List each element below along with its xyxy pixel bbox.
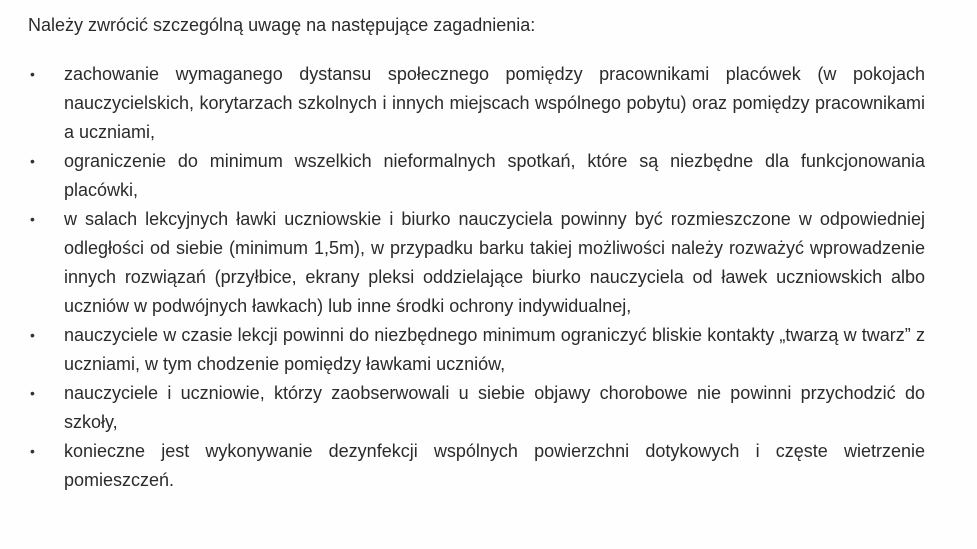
list-item: [28, 205, 925, 321]
list-item-text: nauczyciele w czasie lekcji powinni do niezbędnego minimum ograniczyć bliskie kontakty „twarzą w twarz” z uczniami, w tym chodzenie pomiędzy ławkami uczniów,: [64, 325, 925, 374]
bullet-icon: •: [30, 153, 35, 169]
list-item: [28, 379, 925, 437]
list-item: [28, 147, 925, 205]
bullet-icon: •: [30, 327, 35, 343]
bullet-icon: •: [30, 66, 35, 82]
guidelines-list: [28, 60, 925, 495]
list-item-text: konieczne jest wykonywanie dezynfekcji wspólnych powierzchni dotykowych i częste wietrzenie pomieszczeń.: [64, 441, 925, 490]
list-item-text: zachowanie wymaganego dystansu społecznego pomiędzy pracownikami placówek (w pokojach nauczycielskich, korytarzach szkolnych i innych miejscach wspólnego pobytu) oraz pomiędzy pracownikami a uczniami,: [64, 64, 925, 142]
bullet-icon: •: [30, 385, 35, 401]
list-item: [28, 321, 925, 379]
bullet-icon: •: [30, 211, 35, 227]
bullet-icon: •: [30, 443, 35, 459]
list-item: [28, 437, 925, 495]
list-item: [28, 60, 925, 147]
list-item-text: ograniczenie do minimum wszelkich nieformalnych spotkań, które są niezbędne dla funkcjonowania placówki,: [64, 151, 925, 200]
intro-paragraph: Należy zwrócić szczególną uwagę na następujące zagadnienia:: [28, 15, 536, 35]
list-item-text: nauczyciele i uczniowie, którzy zaobserwowali u siebie objawy chorobowe nie powinni przychodzić do szkoły,: [64, 383, 925, 432]
list-item-text: w salach lekcyjnych ławki uczniowskie i biurko nauczyciela powinny być rozmieszczone w odpowiedniej odległości od siebie (minimum 1,5m), w przypadku barku takiej możliwości należy rozważyć wprowadzenie innych rozwiązań (przyłbice, ekrany pleksi oddzielające biurko nauczyciela od ławek uczniowskich albo uczniów w podwójnych ławkach) lub inne środki ochrony indywidualnej,: [64, 209, 925, 316]
